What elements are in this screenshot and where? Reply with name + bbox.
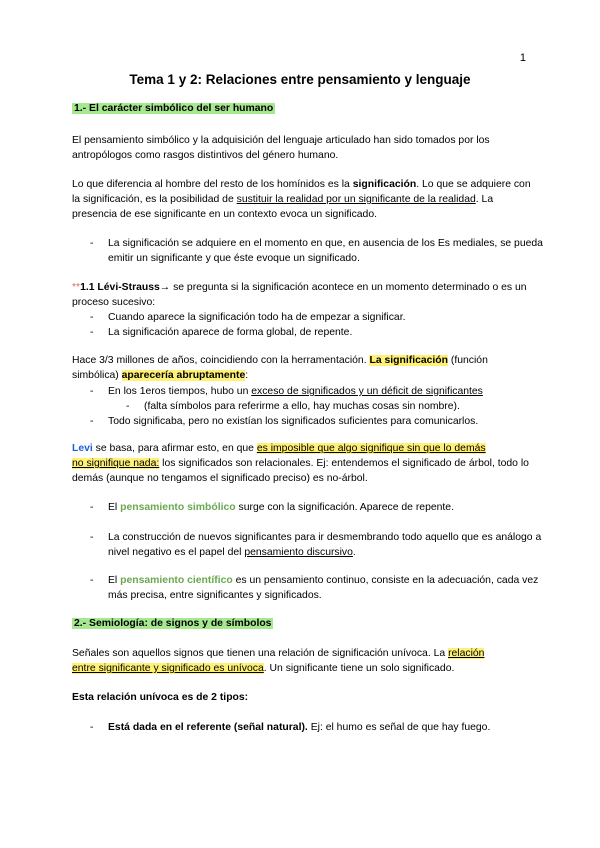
paragraph-relacion-tipos: Esta relación unívoca es de 2 tipos: xyxy=(72,692,249,703)
paragraph-levi-strauss: **1.1 Lévi-Strauss→ se pregunta si la significación acontece en un momento determinado o es un proceso sucesivo: xyxy=(72,282,527,308)
bullet-pensamiento-simbolico: - El pensamiento simbólico surge con la significación. Aparece de repente. xyxy=(90,500,548,515)
page-number: 1 xyxy=(519,52,526,64)
bullet-pensamiento-discursivo: - La construcción de nuevos significantes para ir desmembrando todo aquello que es análogo a nivel negativo es el papel del pensamiento discursivo. xyxy=(90,530,548,560)
bullet-significacion: - La significación se adquiere en el momento en que, en ausencia de los Es mediales, se pueda emitir un significante y que éste evoque un significado. xyxy=(90,236,548,266)
section-1-heading: 1.- El carácter simbólico del ser humano xyxy=(74,103,274,114)
paragraph-levi: Levi se basa, para afirmar esto, en que es imposible que algo signifique sin que lo demás no signifique nada: los significados son relacionales. Ej: entendemos el significado de árbol, todo lo demás (aunque no tengamos el significado preciso) es no-árbol. xyxy=(72,443,529,484)
bullet-senal-natural: - Está dada en el referente (señal natural). Ej: el humo es señal de que hay fuego. xyxy=(90,720,548,735)
bullet-levi-2: - La significación aparece de forma global, de repente. xyxy=(90,325,548,340)
sub-bullet-faltan-simbolos: - (falta símbolos para referirme a ello, hay muchas cosas sin nombre). xyxy=(126,399,544,414)
bullet-pensamiento-cientifico: - El pensamiento científico es un pensamiento continuo, consiste en la adecuación, cada vez más precisa, entre significantes y significados. xyxy=(90,573,548,603)
bullet-primeros-tiempos: - En los 1eros tiempos, hubo un exceso de significados y un déficit de significantes xyxy=(90,384,548,399)
bullet-levi-1: - Cuando aparece la significación todo ha de empezar a significar. xyxy=(90,310,548,325)
section-2-heading: 2.- Semiología: de signos y de símbolos xyxy=(74,618,272,629)
paragraph-1: El pensamiento simbólico y la adquisición del lenguaje articulado han sido tomados por los antropólogos como rasgos distintivos del género humano. xyxy=(72,135,490,161)
page-title: Tema 1 y 2: Relaciones entre pensamiento y lenguaje xyxy=(129,72,471,87)
bullet-todo-significaba: - Todo significaba, pero no existían los significados suficientes para comunicarlos. xyxy=(90,414,548,429)
paragraph-2: Lo que diferencia al hombre del resto de los homínidos es la significación. Lo que se adquiere con la significación, es la posibilidad de sustituir la realidad por un significante de la realidad. La presencia de ese significante en un contexto evoca un significado. xyxy=(72,179,531,220)
paragraph-senales: Señales son aquellos signos que tienen una relación de significación unívoca. La relación entre significante y significado es unívoca. Un significante tiene un solo significado. xyxy=(72,648,485,674)
paragraph-3-millones: Hace 3/3 millones de años, coincidiendo con la herramentación. La significación (función simbólica) aparecería abruptamente: xyxy=(72,355,488,381)
